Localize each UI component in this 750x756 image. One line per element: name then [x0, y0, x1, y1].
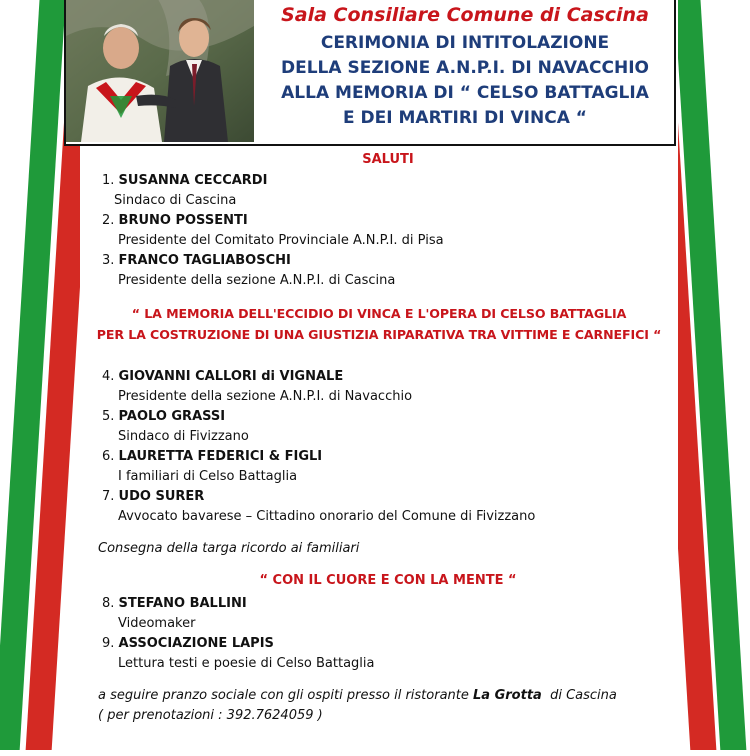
person-name: STEFANO BALLINI [118, 596, 247, 611]
list-item [102, 634, 678, 674]
venue-title: Sala Consiliare Comune di Cascina [281, 4, 649, 26]
list-item [102, 594, 678, 634]
pranzo-suffix: di Cascina [541, 688, 617, 703]
list-item [102, 211, 678, 251]
consegna-note: Consegna della targa ricordo ai familiari [98, 541, 360, 556]
person-name: GIOVANNI CALLORI di VIGNALE [118, 369, 344, 384]
pranzo-prefix: a seguire pranzo sociale con gli ospiti presso il ristorante [98, 688, 474, 703]
person-role: Avvocato bavarese – Cittadino onorario del Comune di Fivizzano [118, 509, 536, 524]
poster [80, 0, 678, 756]
item-number: 3. [102, 253, 115, 268]
list-item [102, 407, 678, 447]
pranzo-line [98, 686, 678, 706]
person-role: I familiari di Celso Battaglia [118, 469, 298, 484]
item-number: 6. [102, 449, 115, 464]
person-name: SUSANNA CECCARDI [118, 173, 268, 188]
saluti-heading: SALUTI [362, 152, 414, 167]
item-number: 4. [102, 369, 115, 384]
ceremony-title-line-2: DELLA SEZIONE A.N.P.I. DI NAVACCHIO [281, 58, 649, 78]
person-role: Lettura testi e poesie di Celso Battaglia [118, 656, 375, 671]
person-name: UDO SURER [118, 489, 205, 504]
item-number: 2. [102, 213, 115, 228]
ceremony-title-line-4: E DEI MARTIRI DI VINCA “ [343, 108, 587, 128]
programme [98, 152, 678, 726]
prenotazioni-line: ( per prenotazioni : 392.7624059 ) [98, 708, 323, 723]
person-role: Presidente della sezione A.N.P.I. di Cascina [118, 273, 396, 288]
item-number: 1. [102, 173, 115, 188]
person-name: PAOLO GRASSI [118, 409, 226, 424]
memoria-heading [80, 303, 678, 345]
person-name: BRUNO POSSENTI [118, 213, 248, 228]
person-name: FRANCO TAGLIABOSCHI [118, 253, 291, 268]
item-number: 5. [102, 409, 115, 424]
list-item [102, 447, 678, 487]
person-role: Videomaker [118, 616, 196, 631]
saluti-list [98, 171, 678, 291]
cuore-heading: “ CON IL CUORE E CON LA MENTE “ [259, 573, 517, 588]
header-box [64, 0, 676, 146]
restaurant-name: La Grotta [473, 688, 542, 703]
item-number: 9. [102, 636, 115, 651]
list-item [102, 251, 678, 291]
person-role: Sindaco di Cascina [114, 193, 237, 208]
list-item [102, 367, 678, 407]
list-item [102, 487, 678, 527]
memoria-heading-line-1: “ LA MEMORIA DELL'ECCIDIO DI VINCA E L'OPERA DI CELSO BATTAGLIA [131, 306, 627, 321]
memoria-heading-line-2: PER LA COSTRUZIONE DI UNA GIUSTIZIA RIPARATIVA TRA VITTIME E CARNEFICI “ [96, 327, 662, 342]
item-number: 8. [102, 596, 115, 611]
item-number: 7. [102, 489, 115, 504]
photo-two-men [66, 0, 254, 142]
person-name: ASSOCIAZIONE LAPIS [118, 636, 274, 651]
person-name: LAURETTA FEDERICI & FIGLI [118, 449, 323, 464]
memoria-list [98, 367, 678, 527]
header-text [262, 2, 668, 131]
person-role: Presidente del Comitato Provinciale A.N.P.I. di Pisa [118, 233, 444, 248]
list-item [102, 171, 678, 211]
ceremony-title-line-3: ALLA MEMORIA DI “ CELSO BATTAGLIA [281, 83, 649, 103]
person-role: Sindaco di Fivizzano [118, 429, 249, 444]
cuore-list [98, 594, 678, 674]
person-role: Presidente della sezione A.N.P.I. di Navacchio [118, 389, 413, 404]
ceremony-title-line-1: CERIMONIA DI INTITOLAZIONE [320, 33, 610, 53]
